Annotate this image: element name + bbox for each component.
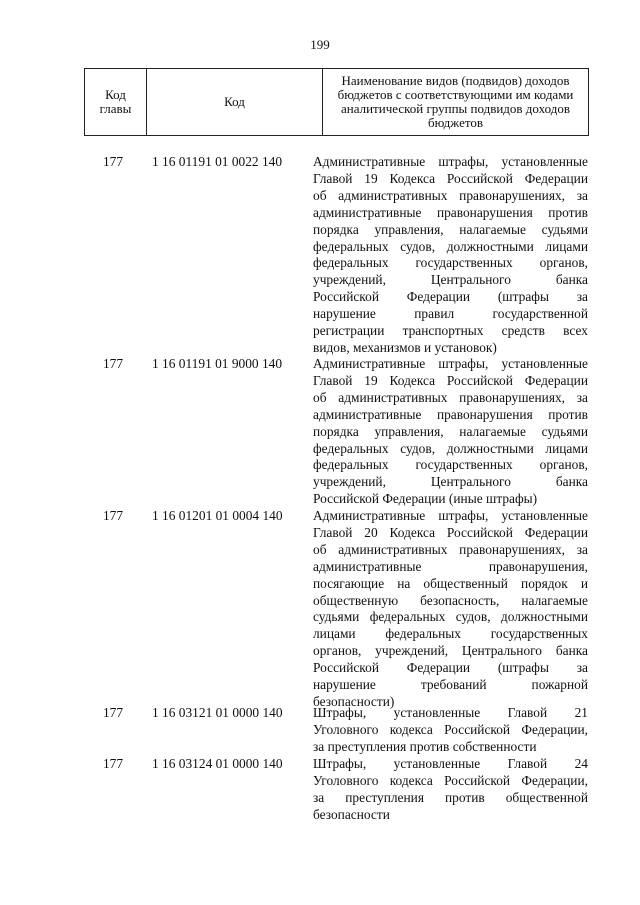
- description-line: Главой 19 Кодекса Российской Федерации: [313, 170, 588, 186]
- description-line: видов, механизмов и установок): [313, 339, 497, 355]
- chapter-code: 177: [102, 356, 124, 371]
- description-line: органов, учреждений, Центрального банка: [313, 643, 588, 659]
- description-line: общественную безопасность, налагаемые: [313, 592, 588, 608]
- income-code: 1 16 03121 01 0000 140: [152, 705, 283, 720]
- description-line: нарушение требований пожарной: [313, 677, 588, 693]
- description-line: учреждений, Центрального банка: [313, 272, 588, 288]
- header-income-name: Наименование видов (подвидов) доходов бюджетов с соответствующими им кодами аналитической группы подвидов доходов бюджетов: [323, 69, 589, 136]
- chapter-code: 177: [102, 508, 124, 523]
- income-description: [313, 705, 588, 756]
- description-line: Штрафы, установленные Главой 21: [313, 705, 588, 720]
- income-code: 1 16 01191 01 0022 140: [152, 154, 283, 169]
- description-line: за преступления против собственности: [313, 738, 537, 754]
- description-line: регистрации транспортных средств всех: [313, 323, 588, 339]
- description-line: федеральных судов, должностными лицами: [313, 238, 588, 254]
- description-line: об административных правонарушениях, за: [313, 541, 588, 557]
- description-line: федеральных государственных органов,: [313, 255, 588, 271]
- income-description: [313, 756, 588, 824]
- description-line: об административных правонарушениях, за: [313, 389, 588, 405]
- description-line: федеральных государственных органов,: [313, 457, 588, 473]
- description-line: безопасности): [313, 693, 395, 709]
- description-line: об административных правонарушениях, за: [313, 187, 588, 203]
- description-line: Административные штрафы, установленные: [313, 154, 588, 169]
- description-line: административные правонарушения против: [313, 406, 588, 422]
- description-line: Административные штрафы, установленные: [313, 508, 588, 523]
- description-line: лицами федеральных государственных: [313, 626, 588, 642]
- description-line: Уголовного кодекса Российской Федерации,: [313, 721, 588, 737]
- description-line: за преступления против общественной: [313, 789, 588, 805]
- description-line: Административные штрафы, установленные: [313, 356, 588, 371]
- chapter-code: 177: [102, 705, 124, 720]
- description-line: посягающие на общественный порядок и: [313, 575, 588, 591]
- description-line: Уголовного кодекса Российской Федерации,: [313, 772, 588, 788]
- description-line: Штрафы, установленные Главой 24: [313, 756, 588, 771]
- description-line: порядка управления, налагаемые судьями: [313, 423, 588, 439]
- income-description: [313, 154, 588, 357]
- chapter-code: 177: [102, 154, 124, 169]
- header-chapter-code: Код главы: [85, 69, 147, 136]
- description-line: безопасности: [313, 806, 390, 822]
- description-line: Российской Федерации (иные штрафы): [313, 491, 538, 507]
- table-header: [84, 68, 589, 136]
- description-line: федеральных судов, должностными лицами: [313, 440, 588, 456]
- income-description: [313, 356, 588, 508]
- description-line: Главой 19 Кодекса Российской Федерации: [313, 372, 588, 388]
- income-code: 1 16 03124 01 0000 140: [152, 756, 283, 771]
- description-line: нарушение правил государственной: [313, 306, 588, 322]
- description-line: Главой 20 Кодекса Российской Федерации: [313, 524, 588, 540]
- chapter-code: 177: [102, 756, 124, 771]
- description-line: Российской Федерации (штрафы за: [313, 660, 588, 676]
- description-line: порядка управления, налагаемые судьями: [313, 221, 588, 237]
- description-line: Российской Федерации (штрафы за: [313, 289, 588, 305]
- income-code: 1 16 01191 01 9000 140: [152, 356, 283, 371]
- income-description: [313, 508, 588, 711]
- description-line: административные правонарушения против: [313, 204, 588, 220]
- description-line: судьями федеральных судов, должностными: [313, 609, 588, 625]
- income-code: 1 16 01201 01 0004 140: [152, 508, 283, 523]
- header-code: Код: [147, 69, 323, 136]
- description-line: учреждений, Центрального банка: [313, 474, 588, 490]
- description-line: административные правонарушения,: [313, 558, 588, 574]
- page-number: 199: [310, 37, 330, 52]
